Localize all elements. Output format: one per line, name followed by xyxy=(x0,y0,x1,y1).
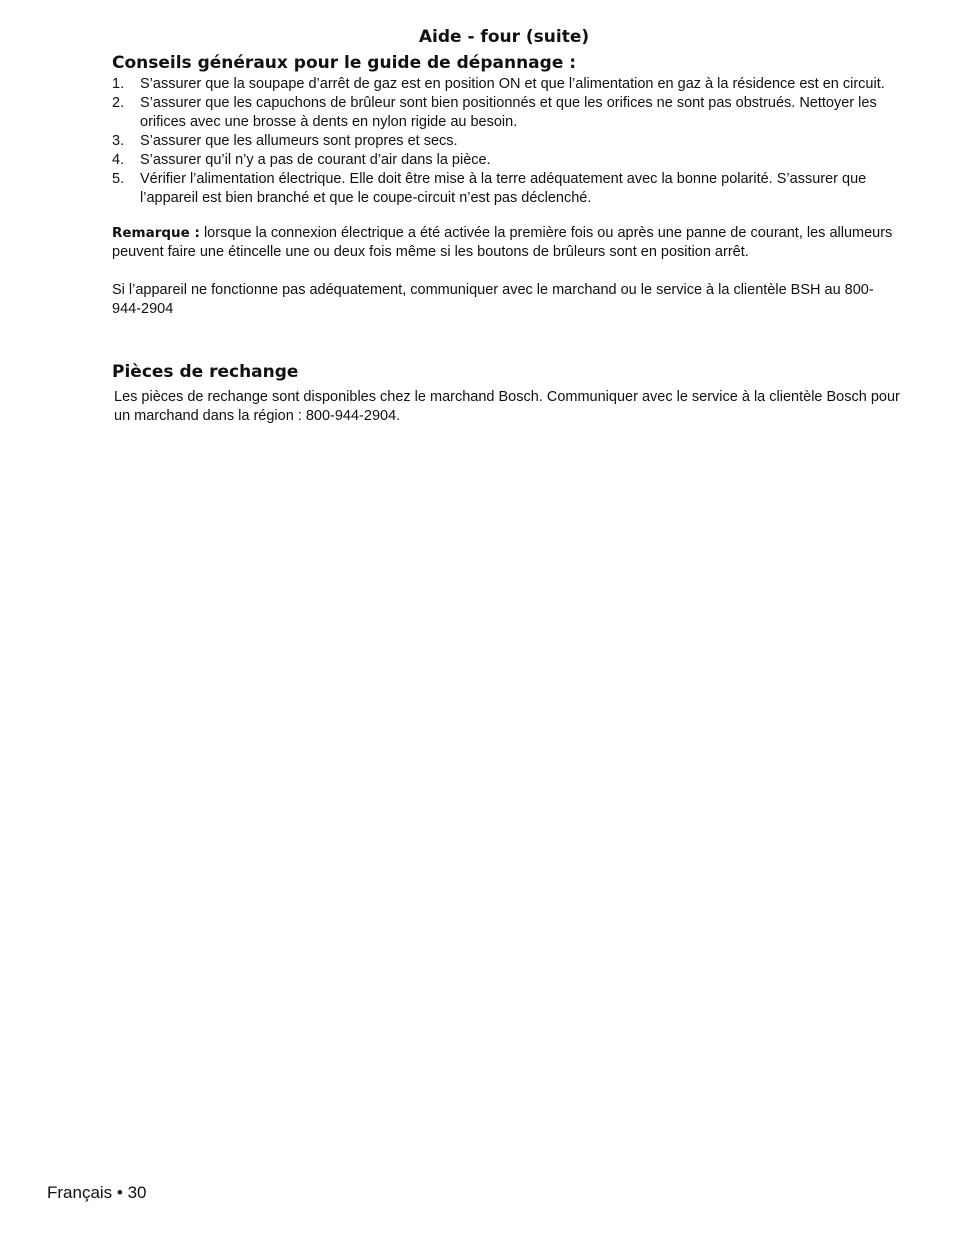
step-number: 2. xyxy=(112,95,125,111)
step-text: S’assurer que les capuchons de brûleur sont bien positionnés et que les orifices ne sont pas obstrués. Nettoyer les orifices avec une brosse à dents en nylon rigide au besoin. xyxy=(140,95,877,130)
step-text: S’assurer que les allumeurs sont propres et secs. xyxy=(140,133,458,149)
step-text: S’assurer que la soupape d’arrêt de gaz est en position ON et que l’alimentation en gaz à la résidence est en circuit. xyxy=(140,76,885,92)
parts-paragraph: Les pièces de rechange sont disponibles chez le marchand Bosch. Communiquer avec le service à la clientèle Bosch pour un marchand dans la région : 800-944-2904. xyxy=(114,389,900,424)
step-text: S’assurer qu’il n’y a pas de courant d’air dans la pièce. xyxy=(140,152,491,168)
troubleshooting-heading: Conseils généraux pour le guide de dépannage : xyxy=(112,53,577,73)
troubleshooting-steps xyxy=(112,75,902,208)
remark-label: Remarque : xyxy=(112,225,200,241)
list-item xyxy=(112,132,902,151)
remark-text: lorsque la connexion électrique a été activée la première fois ou après une panne de courant, les allumeurs peuvent faire une étincelle une ou deux fois même si les boutons de brûleurs sont en position arrêt. xyxy=(112,225,893,260)
contact-paragraph: Si l’appareil ne fonctionne pas adéquatement, communiquer avec le marchand ou le service à la clientèle BSH au 800-944-2904 xyxy=(112,282,874,317)
step-number: 4. xyxy=(112,152,125,168)
list-item xyxy=(112,170,902,208)
list-item xyxy=(112,151,902,170)
page-footer: Français • 30 xyxy=(47,1183,147,1202)
step-number: 3. xyxy=(112,133,125,149)
step-number: 1. xyxy=(112,76,125,92)
list-item xyxy=(112,75,902,94)
step-number: 5. xyxy=(112,171,125,187)
step-text: Vérifier l’alimentation électrique. Elle doit être mise à la terre adéquatement avec la bonne polarité. S’assurer que l’appareil est bien branché et que le coupe-circuit n’est pas déclenché. xyxy=(140,171,867,206)
list-item xyxy=(112,94,902,132)
parts-heading: Pièces de rechange xyxy=(112,362,299,382)
remark-paragraph xyxy=(112,224,902,262)
page-title: Aide - four (suite) xyxy=(418,27,590,47)
